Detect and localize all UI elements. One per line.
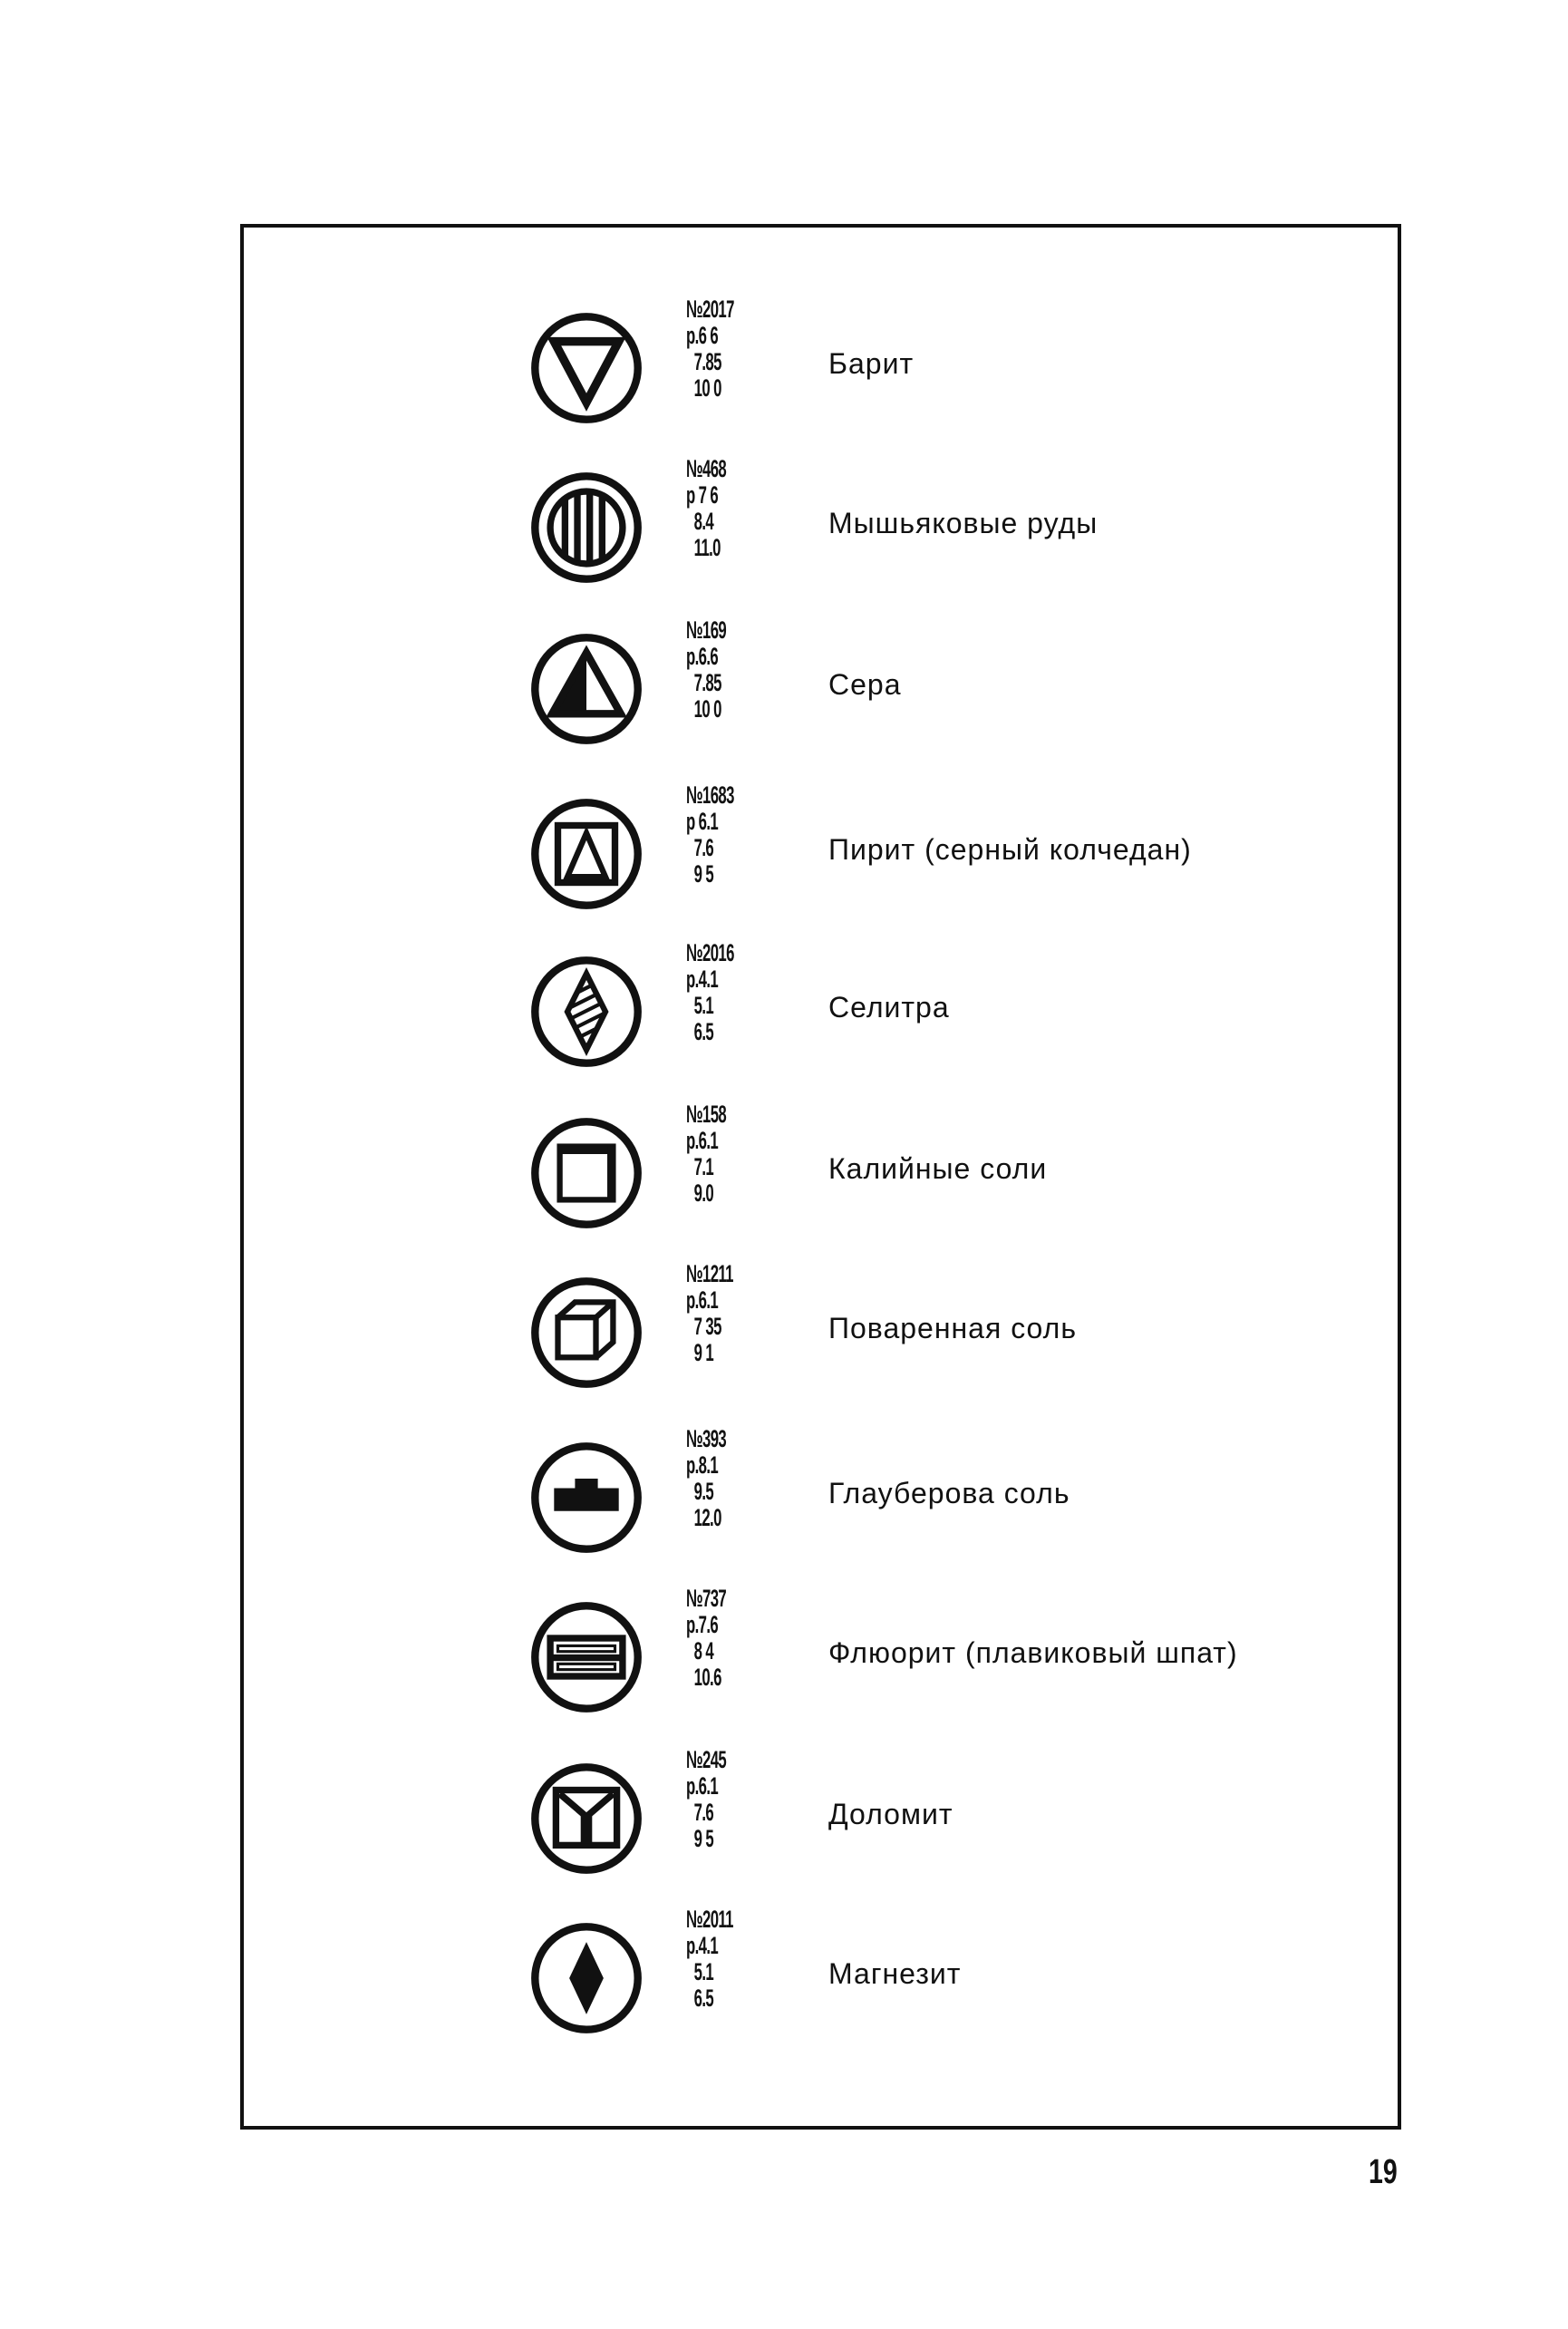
circle-stepped-block-icon: [529, 1441, 644, 1555]
color-number: №169: [686, 616, 727, 644]
mineral-name: Флюорит (плавиковый шпат): [828, 1636, 1238, 1669]
circle-inverted-triangle-icon: [529, 311, 644, 425]
color-code-2: 7.6: [693, 834, 714, 861]
circle-vertical-stripes-icon: [529, 471, 644, 585]
mineral-name: Глауберова соль: [828, 1477, 1070, 1509]
color-code-3: 11.0: [693, 534, 721, 561]
color-code-p: р.6 6: [686, 322, 719, 349]
legend-row: [244, 1425, 1398, 1566]
mineral-name: Доломит: [828, 1798, 953, 1830]
page-number: 19: [1369, 2153, 1398, 2191]
legend-row: [244, 939, 1398, 1080]
color-codes: [686, 456, 726, 561]
color-code-2: 8 4: [693, 1637, 714, 1664]
color-code-p: р.7.6: [686, 1611, 719, 1638]
color-number: №393: [686, 1425, 727, 1452]
color-codes: [686, 940, 734, 1045]
legend-frame: [240, 224, 1401, 2130]
color-code-2: 8.4: [693, 508, 714, 535]
color-code-3: 9 5: [693, 1825, 714, 1852]
mineral-name: Мышьяковые руды: [828, 507, 1099, 539]
color-code-2: 7.85: [693, 669, 721, 696]
color-code-p: р 7 6: [686, 481, 719, 509]
color-code-3: 9.0: [693, 1179, 714, 1207]
color-number: №737: [686, 1585, 727, 1612]
color-number: №2016: [686, 939, 734, 966]
color-code-2: 5.1: [693, 1958, 714, 1985]
legend-row: [244, 1585, 1398, 1725]
color-codes: [686, 1586, 726, 1691]
circle-hatched-diamond-icon: [529, 955, 644, 1069]
color-codes: [686, 296, 734, 402]
color-code-p: р.4.1: [686, 1932, 719, 1959]
color-code-2: 7.1: [693, 1153, 714, 1180]
color-code-p: р.6.1: [686, 1127, 719, 1154]
color-codes: [686, 1907, 733, 2012]
legend-row: [244, 616, 1398, 757]
color-code-2: 7 35: [693, 1313, 721, 1340]
color-code-2: 7.6: [693, 1799, 714, 1826]
mineral-name: Барит: [828, 347, 915, 380]
color-codes: [686, 1426, 726, 1531]
color-codes: [686, 782, 734, 888]
legend-row: [244, 781, 1398, 922]
circle-filled-diamond-icon: [529, 1921, 644, 2035]
color-code-p: р.8.1: [686, 1451, 719, 1479]
mineral-name: Поваренная соль: [828, 1312, 1077, 1344]
color-number: №1683: [686, 781, 734, 809]
legend-row: [244, 1101, 1398, 1241]
color-code-3: 9 5: [693, 860, 714, 888]
color-number: №2017: [686, 296, 734, 323]
color-code-3: 6.5: [693, 1018, 714, 1045]
color-code-p: р.6.1: [686, 1772, 719, 1800]
mineral-name: Магнезит: [828, 1957, 962, 1990]
legend-row: [244, 1746, 1398, 1887]
circle-cube-icon: [529, 1276, 644, 1390]
legend-row: [244, 455, 1398, 596]
color-codes: [686, 617, 726, 723]
color-code-2: 9.5: [693, 1478, 714, 1505]
circle-half-filled-triangle-icon: [529, 632, 644, 746]
mineral-name: Селитра: [828, 991, 950, 1024]
color-number: №1211: [686, 1260, 733, 1287]
color-code-3: 6.5: [693, 1985, 714, 2012]
color-code-3: 9 1: [693, 1339, 714, 1366]
legend-row: [244, 1260, 1398, 1401]
circle-square-y-icon: [529, 1761, 644, 1876]
color-code-p: р.4.1: [686, 966, 719, 993]
circle-double-bar-icon: [529, 1600, 644, 1714]
color-number: №158: [686, 1101, 727, 1128]
color-code-p: р.6.6: [686, 643, 719, 670]
color-code-p: р 6.1: [686, 808, 719, 835]
color-code-3: 10.6: [693, 1664, 721, 1691]
color-codes: [686, 1261, 733, 1366]
color-number: №2011: [686, 1906, 733, 1933]
color-number: №245: [686, 1746, 727, 1773]
color-code-3: 12.0: [693, 1504, 721, 1531]
color-number: №468: [686, 455, 727, 482]
color-code-3: 10 0: [693, 374, 721, 402]
color-code-2: 5.1: [693, 992, 714, 1019]
mineral-name: Пирит (серный колчедан): [828, 833, 1192, 866]
legend-row: [244, 1906, 1398, 2046]
color-code-2: 7.85: [693, 348, 721, 375]
color-codes: [686, 1101, 726, 1207]
circle-thick-square-icon: [529, 1116, 644, 1230]
color-code-p: р.6.1: [686, 1286, 719, 1314]
mineral-name: Калийные соли: [828, 1152, 1048, 1185]
color-codes: [686, 1747, 726, 1852]
circle-square-triangle-icon: [529, 797, 644, 911]
legend-row: [244, 296, 1398, 436]
color-code-3: 10 0: [693, 695, 721, 723]
mineral-name: Сера: [828, 668, 902, 701]
